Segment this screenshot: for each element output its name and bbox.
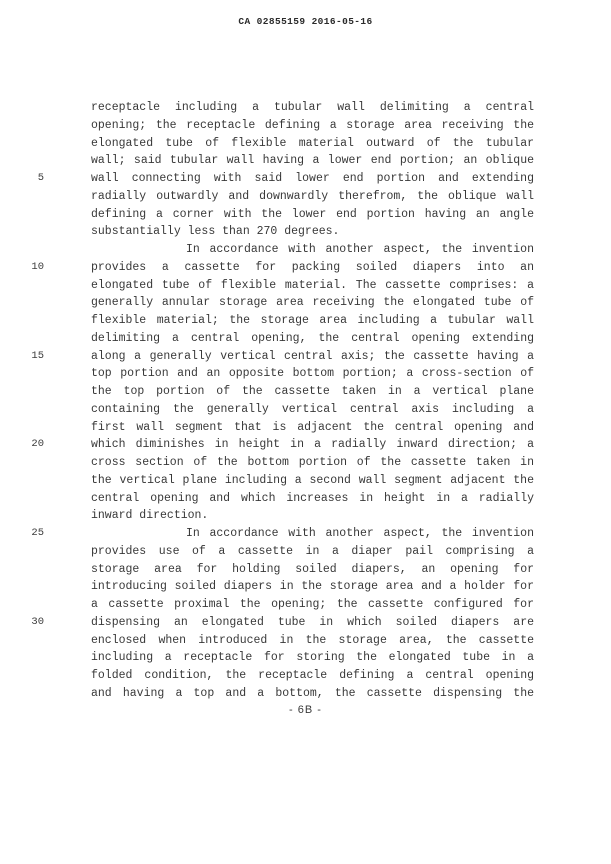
text-line [0,170,611,188]
line-text: central opening and which increases in height in a radially [91,491,534,505]
text-line [0,259,611,277]
line-text: delimiting a central opening, the central opening extending [91,331,534,345]
line-text: storage area for holding soiled diapers, an opening for [91,562,534,576]
line-text: including a receptacle for storing the elongated tube in a [91,651,534,665]
text-line [0,614,611,632]
line-text: along a generally vertical central axis; the cassette having a [91,349,534,363]
text-line [0,649,611,667]
text-line [0,99,611,117]
line-text: dispensing an elongated tube in which soiled diapers are [91,615,534,629]
line-text: and having a top and a bottom, the cassette dispensing the [91,686,534,700]
line-number: 15 [31,349,44,362]
text-line [0,348,611,366]
text-line [0,188,611,206]
text-line [0,436,611,454]
text-line [0,135,611,153]
page-number: - 6B - [289,704,322,716]
line-text: elongated tube of flexible material outward of the tubular [91,136,534,150]
line-text: In accordance with another aspect, the invention [186,527,534,540]
line-text: which diminishes in height in a radially inward direction; a [91,438,534,452]
line-text: radially outwardly and downwardly therefrom, the oblique wall [91,189,534,203]
line-text: provides a cassette for packing soiled diapers into an [91,260,534,274]
line-text: cross section of the bottom portion of the cassette taken in [91,456,534,469]
text-line [0,312,611,330]
line-text: first wall segment that is adjacent the central opening and [91,420,534,434]
line-text: enclosed when introduced in the storage area, the cassette [91,633,534,647]
text-line [0,578,611,596]
line-text: inward direction. [91,509,209,523]
text-line [0,561,611,579]
text-line [0,152,611,170]
line-text: In accordance with another aspect, the invention [186,243,534,256]
line-number: 30 [31,615,44,628]
line-text: folded condition, the receptacle defining a central opening [91,669,534,682]
line-text: a cassette proximal the opening; the cassette configured for [91,598,534,611]
text-line [0,419,611,437]
text-line [0,223,611,241]
text-line [0,294,611,312]
text-line [0,330,611,348]
line-text: flexible material; the storage area including a tubular wall [91,314,534,327]
line-text: substantially less than 270 degrees. [91,225,340,239]
line-text: opening; the receptacle defining a storage area receiving the [91,118,534,132]
text-line [0,596,611,614]
text-line [0,454,611,472]
line-number: 20 [31,438,44,451]
line-text: wall connecting with said lower end portion and extending [91,172,534,185]
line-text: defining a corner with the lower end portion having an angle [91,207,534,221]
line-text: elongated tube of flexible material. The cassette comprises: a [91,278,534,292]
publication-number: CA 02855159 2016-05-16 [238,16,373,27]
text-line [0,241,611,259]
line-text: wall; said tubular wall having a lower end portion; an oblique [91,154,534,168]
text-line [0,401,611,419]
text-line [0,206,611,224]
line-text: introducing soiled diapers in the storage area and a holder for [91,580,534,594]
text-line [0,383,611,401]
line-text: top portion and an opposite bottom portion; a cross-section of [91,367,534,381]
line-text: containing the generally vertical central axis including a [91,402,534,416]
text-line [0,507,611,525]
line-text: generally annular storage area receiving the elongated tube of [91,296,534,310]
line-text: the vertical plane including a second wall segment adjacent the [91,473,534,487]
line-text: provides use of a cassette in a diaper pail comprising a [91,544,534,558]
text-line [0,667,611,685]
text-line [0,365,611,383]
text-line [0,472,611,490]
line-text: the top portion of the cassette taken in a vertical plane [91,385,534,398]
text-line [0,525,611,543]
document-header [0,16,611,27]
line-number: 25 [31,527,44,539]
text-line [0,117,611,135]
line-number: 10 [31,260,44,273]
text-line [0,543,611,561]
text-line [0,490,611,508]
text-line [0,277,611,295]
line-text: receptacle including a tubular wall delimiting a central [91,101,534,114]
line-number: 5 [37,172,44,184]
text-line [0,632,611,650]
document-body [0,99,611,703]
text-line [0,685,611,703]
page-footer [0,704,611,716]
